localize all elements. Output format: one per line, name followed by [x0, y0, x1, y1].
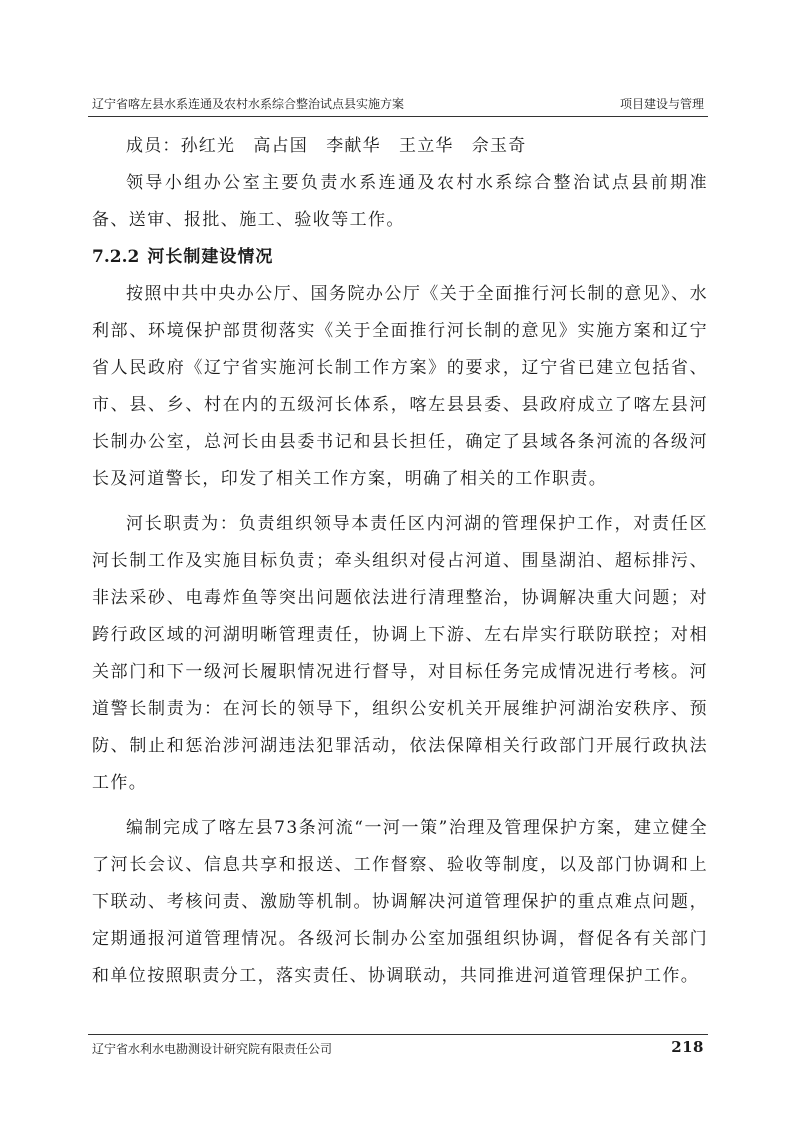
- header-divider: [88, 116, 708, 117]
- paragraph-gap: [92, 498, 708, 506]
- page-number: 218: [671, 1038, 704, 1056]
- page-header: [88, 94, 708, 114]
- section-number: 7.2.2: [92, 247, 140, 267]
- page-body: [92, 128, 708, 995]
- section-heading: [92, 239, 708, 276]
- chapter-title: 项目建设与管理: [619, 97, 704, 111]
- footer-divider: [88, 1034, 708, 1035]
- page-footer: [88, 1038, 708, 1060]
- paragraph-gap: [92, 802, 708, 810]
- paragraph-policy-basis: 按照中共中央办公厅、国务院办公厅《关于全面推行河长制的意见》、水利部、环境保护部贯彻落实《关于全面推行河长制的意见》实施方案和辽宁省人民政府《辽宁省实施河长制工作方案》的要求，辽宁省已建立包括省、市、县、乡、村在内的五级河长体系，喀左县县委、县政府成立了喀左县河长制办公室，总河长由县委书记和县长担任，确定了县域各条河流的各级河长及河道警长，印发了相关工作方案，明确了相关的工作职责。: [92, 284, 708, 489]
- section-title: 河长制建设情况: [147, 247, 274, 267]
- paragraph-implementation: 编制完成了喀左县73条河流“一河一策”治理及管理保护方案，建立健全了河长会议、信息共享和报送、工作督察、验收等制度，以及部门协调和上下联动、考核问责、激励等机制。协调解决河道管理保护的重点难点问题，定期通报河道管理情况。各级河长制办公室加强组织协调，督促各有关部门和单位按照职责分工，落实责任、协调联动，共同推进河道管理保护工作。: [92, 818, 708, 986]
- members-line: 成员：孙红光 高占国 李献华 王立华 佘玉奇: [126, 136, 527, 156]
- office-duty-paragraph: 领导小组办公室主要负责水系连通及农村水系综合整治试点县前期准备、送审、报批、施工、验收等工作。: [92, 173, 708, 230]
- paragraph-river-chief-duties: 河长职责为：负责组织领导本责任区内河湖的管理保护工作，对责任区河长制工作及实施目标负责；牵头组织对侵占河道、围垦湖泊、超标排污、非法采砂、电毒炸鱼等突出问题依法进行清理整治，协调解决重大问题；对跨行政区域的河湖明晰管理责任，协调上下游、左右岸实行联防联控；对相关部门和下一级河长履职情况进行督导，对目标任务完成情况进行考核。河道警长制责为：在河长的领导下，组织公安机关开展维护河湖治安秩序、预防、制止和惩治涉河湖违法犯罪活动，依法保障相关行政部门开展行政执法工作。: [92, 514, 708, 793]
- document-title: 辽宁省喀左县水系连通及农村水系综合整治试点县实施方案: [92, 97, 405, 111]
- organization-name: 辽宁省水利水电勘测设计研究院有限责任公司: [92, 1042, 333, 1056]
